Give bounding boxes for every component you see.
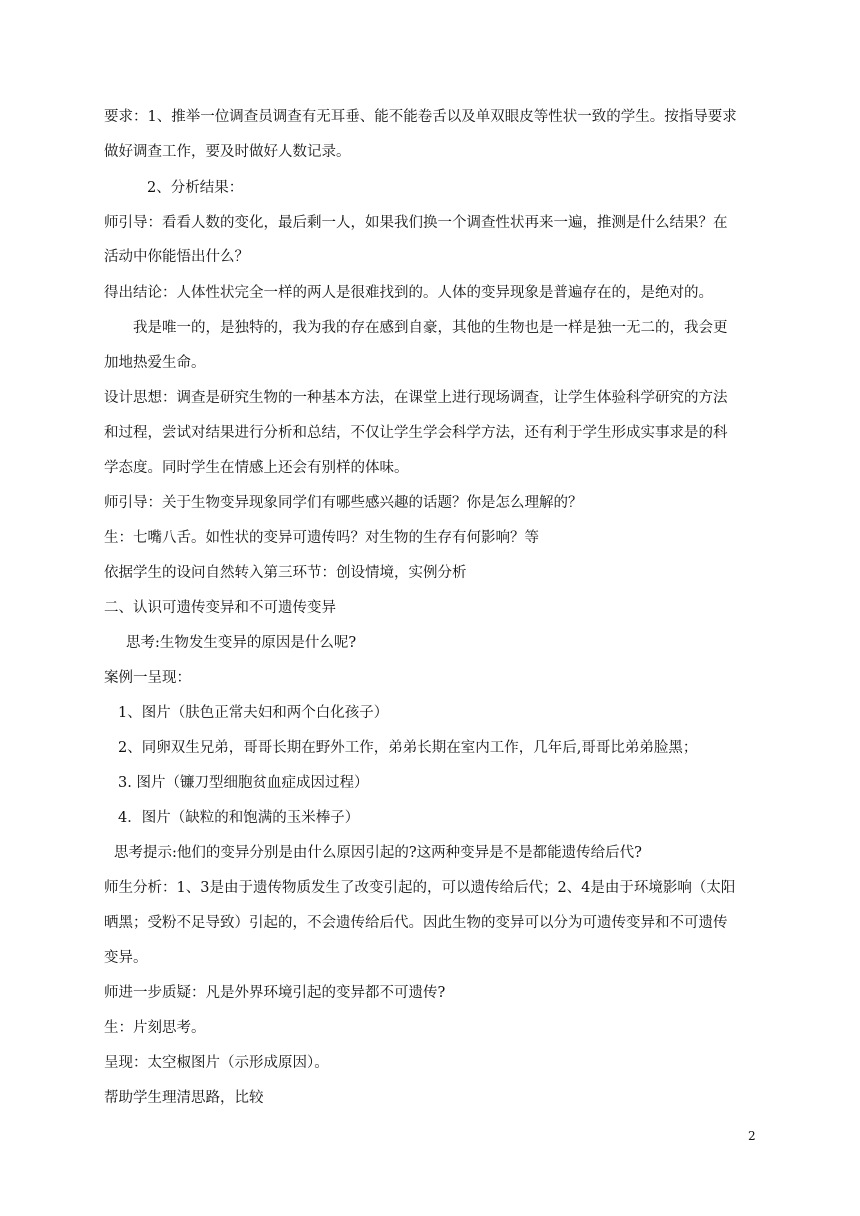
- text-line: 师进一步质疑：凡是外界环境引起的变异都不可遗传?: [104, 985, 446, 1001]
- text-line: 生：七嘴八舌。如性状的变异可遗传吗？对生物的生存有何影响？等: [104, 530, 539, 546]
- text-line: 师引导：看看人数的变化，最后剩一人，如果我们换一个调查性状再来一遍，推测是什么结果？在: [104, 215, 728, 231]
- text-line: 思考提示:他们的变异分别是由什么原因引起的?这两种变异是不是都能遗传给后代?: [114, 845, 642, 861]
- text-line: 二、认识可遗传变异和不可遗传变异: [104, 600, 336, 616]
- text-line: 晒黑；受粉不足导致）引起的，不会遗传给后代。因此生物的变异可以分为可遗传变异和不可遗传: [104, 915, 728, 931]
- text-line: 案例一呈现：: [104, 670, 191, 686]
- text-line: 2、分析结果：: [147, 180, 244, 196]
- text-line: 2、同卵双生兄弟，哥哥长期在野外工作，弟弟长期在室内工作，几年后,哥哥比弟弟脸黑；: [118, 740, 698, 756]
- text-line: 生：片刻思考。: [104, 1020, 206, 1036]
- text-line: 设计思想：调查是研究生物的一种基本方法，在课堂上进行现场调查，让学生体验科学研究的方法: [104, 390, 728, 406]
- text-line: 师生分析：1、3是由于遗传物质发生了改变引起的，可以遗传给后代；2、4是由于环境影响（太阳: [104, 880, 736, 896]
- text-line: 3. 图片（镰刀型细胞贫血症成因过程）: [118, 775, 369, 791]
- text-line: 4．图片（缺粒的和饱满的玉米棒子）: [118, 810, 360, 826]
- text-line: 帮助学生理清思路，比较: [104, 1090, 264, 1106]
- text-line: 1、图片（肤色正常夫妇和两个白化孩子）: [118, 705, 389, 721]
- text-line: 我是唯一的，是独特的，我为我的存在感到自豪，其他的生物也是一样是独一无二的，我会更: [133, 320, 728, 336]
- text-line: 思考:生物发生变异的原因是什么呢?: [126, 635, 357, 651]
- text-line: 呈现：太空椒图片（示形成原因）。: [104, 1055, 329, 1071]
- text-line: 活动中你能悟出什么？: [104, 249, 249, 265]
- text-line: 变异。: [104, 950, 148, 966]
- text-line: 依据学生的设问自然转入第三环节：创设情境，实例分析: [104, 565, 467, 581]
- text-line: 学态度。同时学生在情感上还会有别样的体味。: [104, 460, 409, 476]
- text-line: 得出结论：人体性状完全一样的两人是很难找到的。人体的变异现象是普遍存在的，是绝对的。: [104, 285, 713, 301]
- text-line: 做好调查工作，要及时做好人数记录。: [104, 144, 351, 160]
- text-line: 和过程，尝试对结果进行分析和总结，不仅让学生学会科学方法，还有利于学生形成实事求是的科: [104, 425, 728, 441]
- text-line: 师引导：关于生物变异现象同学们有哪些感兴趣的话题？你是怎么理解的？: [104, 495, 583, 511]
- text-line: 要求：1、推举一位调查员调查有无耳垂、能不能卷舌以及单双眼皮等性状一致的学生。按指导要求: [104, 109, 737, 125]
- page-number: 2: [748, 1129, 756, 1143]
- text-line: 加地热爱生命。: [104, 355, 206, 371]
